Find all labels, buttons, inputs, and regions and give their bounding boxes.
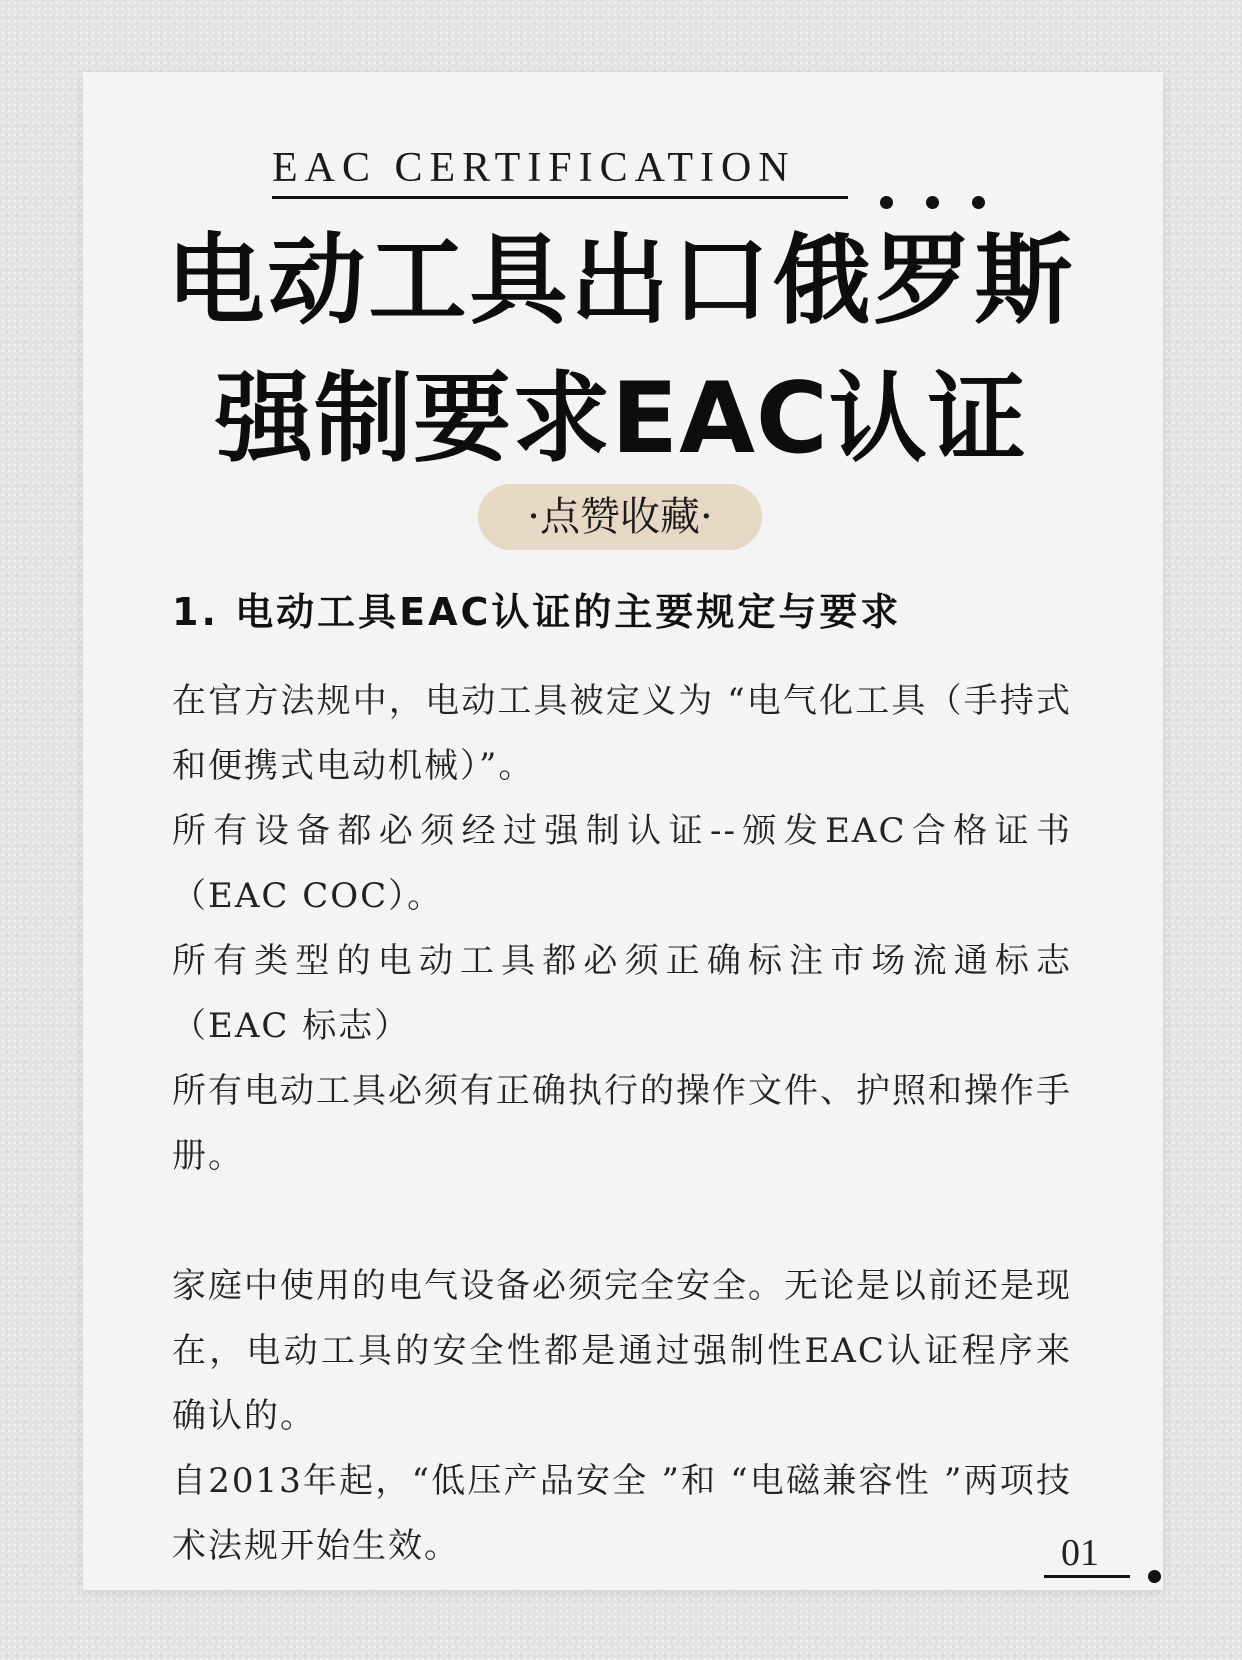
section-heading: 1. 电动工具EAC认证的主要规定与要求 <box>172 590 902 634</box>
dot <box>972 196 985 209</box>
paragraph: 所有电动工具必须有正确执行的操作文件、护照和操作手册。 <box>172 1071 1072 1176</box>
page-number-underline <box>1044 1575 1130 1578</box>
paragraph: 所有类型的电动工具都必须正确标注市场流通标志（EAC 标志） <box>172 941 1072 1046</box>
page-dot <box>1148 1570 1161 1583</box>
page-title-line-1: 电动工具出口俄罗斯 <box>166 224 1076 338</box>
dot <box>880 196 893 209</box>
paragraph: 自2013年起，“低压产品安全 ”和 “电磁兼容性 ”两项技术法规开始生效。 <box>172 1461 1072 1566</box>
like-collect-tag: ·点赞收藏· <box>478 484 762 550</box>
eyebrow-label: EAC CERTIFICATION <box>272 145 796 191</box>
eyebrow-underline <box>272 196 848 199</box>
paragraph: 家庭中使用的电气设备必须完全安全。无论是以前还是现在，电动工具的安全性都是通过强制性EAC认证程序来确认的。 <box>172 1266 1072 1436</box>
paragraph: 所有设备都必须经过强制认证--颁发EAC合格证书（EAC COC）。 <box>172 811 1072 916</box>
paragraph: 在官方法规中，电动工具被定义为 “电气化工具（手持式和便携式电动机械）”。 <box>172 681 1072 786</box>
page-title-line-2: 强制要求EAC认证 <box>215 362 1027 476</box>
dot <box>926 196 939 209</box>
page-number: 01 <box>1061 1532 1099 1574</box>
decorative-dots <box>880 196 990 210</box>
body-text <box>172 669 1072 1579</box>
